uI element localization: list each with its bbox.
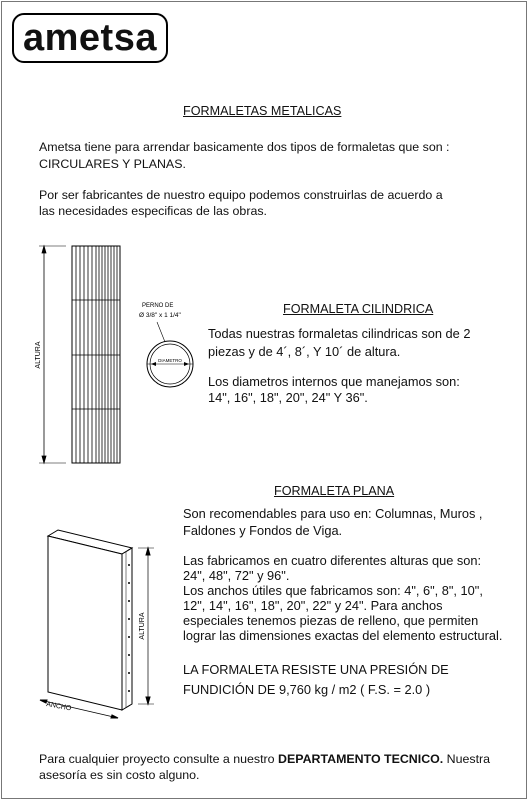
brand-logo: ametsa: [12, 13, 168, 63]
plana-heading: FORMALETA PLANA: [274, 484, 395, 498]
page-title: FORMALETAS METALICAS: [183, 104, 342, 118]
intro-line-2: CIRCULARES Y PLANAS.: [39, 157, 186, 171]
cyl-bolt-size: Ø 3/8" x 1 1/4": [139, 312, 181, 319]
intro2-line-2: las necesidades especificas de las obras.: [39, 204, 267, 218]
plana-p2-line-6: lograr las dimensiones exactas del elemento estructural.: [183, 628, 503, 643]
cilindrica-p1-line-2: piezas y de 4´, 8´, Y 10´ de altura.: [208, 344, 401, 359]
plana-p3-line-1: LA FORMALETA RESISTE UNA PRESIÓN DE: [183, 662, 449, 677]
cyl-height-label: ALTURA: [35, 341, 42, 369]
plana-p1-line-2: Faldones y Fondos de Viga.: [183, 523, 343, 538]
footer-dept: DEPARTAMENTO TECNICO.: [278, 752, 444, 766]
intro2-line-1: Por ser fabricantes de nuestro equipo podemos construirlas de acuerdo a: [39, 188, 443, 202]
plana-height-label: ALTURA: [139, 612, 146, 640]
plana-p2-line-2: 24", 48", 72" y 96".: [183, 568, 290, 583]
cilindrica-p1-line-1: Todas nuestras formaletas cilindricas son de 2: [208, 326, 471, 341]
cilindrica-heading: FORMALETA CILINDRICA: [283, 302, 434, 316]
footer-pre: Para cualquier proyecto consulte a nuestro: [39, 752, 279, 766]
footer-line-1: [39, 751, 490, 768]
plana-p2-line-5: especiales tenemos piezas de relleno, que permiten: [183, 613, 479, 628]
cilindrica-p2-line-1: Los diametros internos que manejamos son:: [208, 374, 460, 389]
cyl-inner-label: DIAMETRO: [158, 358, 182, 363]
plana-p3-line-2: FUNDICIÓN DE 9,760 kg / m2 ( F.S. = 2.0 ): [183, 682, 431, 697]
footer-post: Nuestra: [443, 752, 491, 766]
cyl-bolt-label: PERNO DE: [142, 303, 174, 309]
footer-line-2: asesoría es sin costo alguno.: [39, 768, 200, 782]
plana-width-label: ANCHO: [45, 701, 72, 713]
intro-line-1: Ametsa tiene para arrendar basicamente dos tipos de formaletas que son :: [39, 140, 450, 154]
plana-p2-line-3: Los anchos útiles que fabricamos son: 4", 6", 8", 10",: [183, 583, 483, 598]
plana-p2-line-1: Las fabricamos en cuatro diferentes alturas que son:: [183, 553, 482, 568]
plana-p2-line-4: 12", 14", 16", 18", 20", 22" y 24". Para anchos: [183, 598, 443, 613]
plana-p1-line-1: Son recomendables para uso en: Columnas, Muros ,: [183, 506, 483, 521]
cilindrica-p2-line-2: 14", 16", 18", 20", 24" Y 36".: [208, 390, 368, 405]
